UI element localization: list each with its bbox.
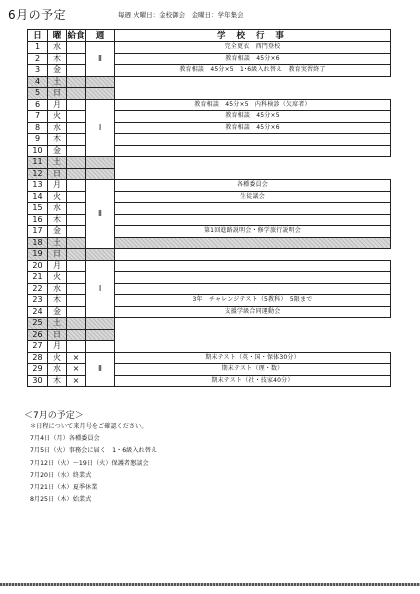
event-cell: 各種委員会 [115, 180, 391, 192]
weekday-cell: 月 [48, 260, 67, 272]
table-row [28, 99, 391, 111]
week-cell: Ⅱ [86, 180, 115, 249]
event-cell [115, 260, 391, 272]
table-row [28, 168, 391, 180]
lunch-cell [67, 214, 86, 226]
day-cell: 21 [28, 272, 48, 284]
july-note-item: 7月12日（火）～19日（火）保護者懇談会 [30, 459, 149, 467]
july-note-item: 7月21日（木）夏季休業 [30, 484, 98, 492]
lunch-cell [67, 329, 86, 341]
lunch-cell [67, 134, 86, 146]
day-cell: 5 [28, 88, 48, 100]
table-row [28, 283, 391, 295]
weekday-cell: 水 [48, 122, 67, 134]
table-row [28, 329, 391, 341]
page-title: 6月の予定 [8, 8, 67, 22]
table-row [28, 272, 391, 284]
event-cell [86, 341, 115, 353]
day-cell: 8 [28, 122, 48, 134]
day-cell: 29 [28, 364, 48, 376]
table-row [28, 42, 391, 54]
lunch-cell [67, 53, 86, 65]
event-cell: 完全更衣 西門登校 [115, 42, 391, 54]
event-cell: 期末テスト（英・国・保体30分） [115, 352, 391, 364]
lunch-cell [67, 168, 86, 180]
day-cell: 28 [28, 352, 48, 364]
day-cell: 19 [28, 249, 48, 261]
day-cell: 3 [28, 65, 48, 77]
lunch-cell [67, 306, 86, 318]
weekday-cell: 水 [48, 283, 67, 295]
table-row [28, 306, 391, 318]
event-cell [86, 157, 115, 169]
lunch-cell [67, 272, 86, 284]
lunch-cell [67, 237, 86, 249]
week-cell: Ⅰ [86, 99, 115, 157]
table-row [28, 295, 391, 307]
table-row [28, 237, 391, 249]
weekday-cell: 火 [48, 191, 67, 203]
lunch-cell [67, 341, 86, 353]
table-row [28, 88, 391, 100]
july-note-item: ＊日程について来月号をご確認ください。 [30, 423, 148, 430]
day-cell: 24 [28, 306, 48, 318]
june-schedule-table [27, 29, 391, 387]
day-cell: 10 [28, 145, 48, 157]
event-cell [115, 214, 391, 226]
lunch-cell [67, 203, 86, 215]
table-row [28, 260, 391, 272]
event-cell [86, 76, 115, 88]
event-cell: 3年 チャレンジテスト（5教科） 5限まで [115, 295, 391, 307]
event-cell [115, 203, 391, 215]
weekday-cell: 木 [48, 295, 67, 307]
day-cell: 13 [28, 180, 48, 192]
event-cell [86, 168, 115, 180]
weekday-cell: 土 [48, 237, 67, 249]
table-row [28, 134, 391, 146]
event-cell: 生徒議会 [115, 191, 391, 203]
july-note-item: 7月20日（水）終業式 [30, 471, 92, 479]
weekday-cell: 日 [48, 249, 67, 261]
weekday-cell: 木 [48, 53, 67, 65]
event-cell: 教育相談 45分×5 [115, 111, 391, 123]
event-cell: 教育相談 45分×5 内科検診（欠席者） [115, 99, 391, 111]
day-cell: 30 [28, 375, 48, 387]
weekday-cell: 土 [48, 318, 67, 330]
day-cell: 27 [28, 341, 48, 353]
event-cell: 第1回進路説明会・修学旅行説明会 [115, 226, 391, 238]
weekday-cell: 日 [48, 168, 67, 180]
header-day: 日 [28, 30, 48, 42]
weekday-cell: 水 [48, 364, 67, 376]
lunch-cell [67, 88, 86, 100]
weekday-cell: 火 [48, 111, 67, 123]
table-row [28, 180, 391, 192]
table-row [28, 191, 391, 203]
weekday-cell: 水 [48, 42, 67, 54]
day-cell: 6 [28, 99, 48, 111]
weekday-cell: 火 [48, 352, 67, 364]
weekday-cell: 木 [48, 214, 67, 226]
lunch-cell [67, 157, 86, 169]
lunch-cell: × [67, 352, 86, 364]
weekday-cell: 月 [48, 99, 67, 111]
event-cell: 教育相談 45分×6 [115, 122, 391, 134]
table-row [28, 249, 391, 261]
day-cell: 26 [28, 329, 48, 341]
weekday-cell: 水 [48, 203, 67, 215]
july-note-item: 7月5日（火）事務会に届く 1・6級入れ替え [30, 447, 158, 455]
week-cell: Ⅰ [86, 260, 115, 318]
event-cell [86, 249, 115, 261]
table-row [28, 122, 391, 134]
day-cell: 4 [28, 76, 48, 88]
table-row [28, 352, 391, 364]
day-cell: 2 [28, 53, 48, 65]
table-row [28, 53, 391, 65]
event-cell [86, 88, 115, 100]
lunch-cell [67, 191, 86, 203]
lunch-cell [67, 249, 86, 261]
day-cell: 1 [28, 42, 48, 54]
header-week: 週 [86, 30, 115, 42]
lunch-cell [67, 260, 86, 272]
weekday-cell: 木 [48, 134, 67, 146]
day-cell: 9 [28, 134, 48, 146]
day-cell: 17 [28, 226, 48, 238]
table-row [28, 318, 391, 330]
lunch-cell [67, 42, 86, 54]
day-cell: 23 [28, 295, 48, 307]
header-lunch: 給食 [67, 30, 85, 41]
weekday-cell: 金 [48, 306, 67, 318]
lunch-cell [67, 180, 86, 192]
july-note-item: 7月4日（月）各種委員会 [30, 435, 100, 443]
july-notes [30, 421, 157, 506]
weekday-cell: 土 [48, 76, 67, 88]
header-weekday: 曜 [48, 30, 67, 42]
table-row [28, 145, 391, 157]
table-row [28, 214, 391, 226]
table-row [28, 203, 391, 215]
schedule-body [28, 42, 391, 387]
day-cell: 18 [28, 237, 48, 249]
july-note-item: 8月25日（木）始業式 [30, 496, 92, 504]
day-cell: 12 [28, 168, 48, 180]
table-row [28, 226, 391, 238]
header-events: 学 校 行 事 [115, 30, 391, 42]
day-cell: 22 [28, 283, 48, 295]
lunch-cell [67, 318, 86, 330]
lunch-cell [67, 145, 86, 157]
july-heading: ＜7月の予定＞ [24, 411, 84, 421]
table-row [28, 375, 391, 387]
footer-divider [0, 583, 420, 586]
weekday-cell: 土 [48, 157, 67, 169]
event-cell [86, 318, 115, 330]
weekday-cell: 木 [48, 375, 67, 387]
table-row [28, 341, 391, 353]
event-cell: 期末テスト（理・数） [115, 364, 391, 376]
week-cell: Ⅱ [86, 352, 115, 387]
lunch-cell [67, 76, 86, 88]
day-cell: 16 [28, 214, 48, 226]
table-row [28, 364, 391, 376]
lunch-cell [67, 283, 86, 295]
weekday-cell: 月 [48, 341, 67, 353]
table-header-row [28, 30, 391, 42]
lunch-cell [67, 99, 86, 111]
event-cell: 期末テスト（社・技家40分） [115, 375, 391, 387]
lunch-cell [67, 295, 86, 307]
week-cell: Ⅱ [86, 42, 115, 77]
lunch-cell [67, 111, 86, 123]
lunch-cell [67, 226, 86, 238]
lunch-cell [67, 65, 86, 77]
weekday-cell: 金 [48, 145, 67, 157]
weekly-schedule-note: 毎週 火曜日：金校御会 金曜日：学年集会 [118, 11, 244, 19]
lunch-cell: × [67, 375, 86, 387]
table-row [28, 76, 391, 88]
event-cell [115, 145, 391, 157]
table-row [28, 157, 391, 169]
event-cell [115, 272, 391, 284]
day-cell: 11 [28, 157, 48, 169]
weekday-cell: 月 [48, 180, 67, 192]
day-cell: 14 [28, 191, 48, 203]
event-cell: 支援学級合同運動会 [115, 306, 391, 318]
weekday-cell: 日 [48, 88, 67, 100]
day-cell: 7 [28, 111, 48, 123]
event-cell [115, 134, 391, 146]
weekday-cell: 金 [48, 226, 67, 238]
weekday-cell: 金 [48, 65, 67, 77]
day-cell: 20 [28, 260, 48, 272]
lunch-cell [67, 122, 86, 134]
table-row [28, 65, 391, 77]
event-cell: 教育相談 45分×6 [115, 53, 391, 65]
weekday-cell: 日 [48, 329, 67, 341]
table-row [28, 111, 391, 123]
event-cell [115, 237, 391, 249]
event-cell [115, 283, 391, 295]
day-cell: 25 [28, 318, 48, 330]
weekday-cell: 火 [48, 272, 67, 284]
day-cell: 15 [28, 203, 48, 215]
lunch-cell: × [67, 364, 86, 376]
event-cell: 教育相談 45分×5 1･6級入れ替え 教育実習終了 [115, 65, 391, 77]
event-cell [86, 329, 115, 341]
